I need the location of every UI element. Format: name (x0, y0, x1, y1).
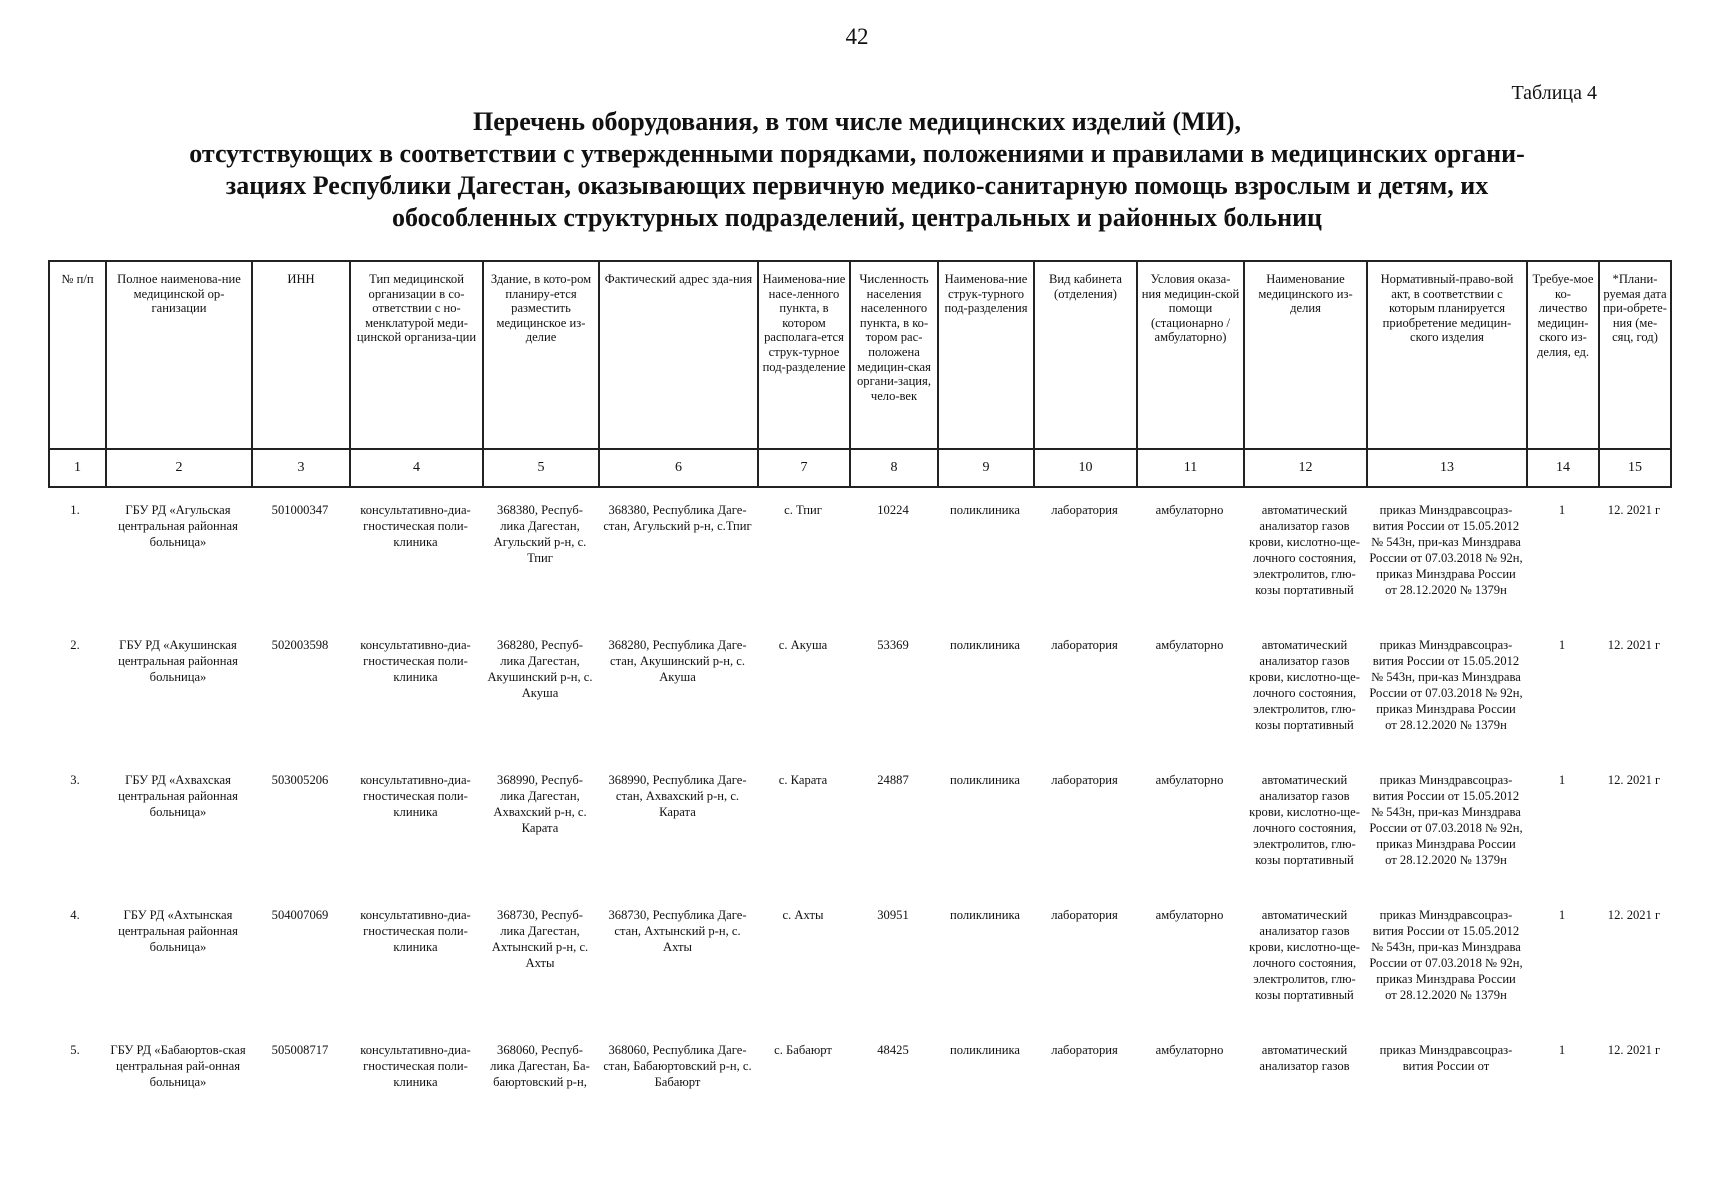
legal-act: приказ Минздравсоцраз-вития России от 15.05.2012 № 543н, при-каз Минздрава России от 07.03.2018 № 92н, приказ Минздрава России от 28.12.2020 № 1379н (1369, 503, 1523, 597)
equipment-table-body (48, 500, 1670, 1130)
column-number: 10 (1034, 449, 1137, 487)
column-header: Здание, в кото-ром планиру-ется разместить медицинское из-делие (483, 261, 599, 449)
planned-date: 12. 2021 г (1607, 638, 1661, 652)
column-number: 13 (1367, 449, 1527, 487)
legal-act: приказ Минздравсоцраз-вития России от (1379, 1043, 1513, 1073)
planned-date: 12. 2021 г (1607, 1043, 1661, 1057)
cabinet: лаборатория (1051, 638, 1118, 652)
org-type: консультативно-диа-гностическая поли-клиника (360, 638, 471, 684)
table-row (48, 500, 1670, 635)
conditions: амбулаторно (1155, 638, 1224, 652)
column-number: 12 (1244, 449, 1367, 487)
inn: 502003598 (271, 638, 329, 652)
column-header: Фактический адрес зда-ния (599, 261, 758, 449)
planned-date: 12. 2021 г (1607, 503, 1661, 517)
row-number: 1. (70, 503, 80, 517)
header-row (49, 261, 1671, 449)
column-number: 4 (350, 449, 483, 487)
column-number: 1 (49, 449, 106, 487)
address: 368990, Республика Даге-стан, Ахвахский р-н, с. Карата (608, 773, 747, 819)
org-type: консультативно-диа-гностическая поли-клиника (360, 773, 471, 819)
locality: с. Карата (778, 773, 828, 787)
device: автоматический анализатор газов крови, кислотно-ще-лочного состояния, электролитов, глю-козы портативный (1249, 908, 1360, 1002)
device: автоматический анализатор газов крови, кислотно-ще-лочного состояния, электролитов, глю-козы портативный (1249, 638, 1360, 732)
building: 368990, Респуб-лика Дагестан, Ахвахский р-н, с. Карата (493, 773, 587, 835)
table-row (48, 635, 1670, 770)
planned-date: 12. 2021 г (1607, 773, 1661, 787)
document-title (90, 106, 1624, 234)
address: 368280, Республика Даге-стан, Акушинский р-н, с. Акуша (608, 638, 747, 684)
row-number: 3. (70, 773, 80, 787)
org-type: консультативно-диа-гностическая поли-клиника (360, 908, 471, 954)
building: 368730, Респуб-лика Дагестан, Ахтынский р-н, с. Ахты (491, 908, 589, 970)
inn: 503005206 (271, 773, 329, 787)
org-type: консультативно-диа-гностическая поли-клиника (360, 503, 471, 549)
quantity: 1 (1558, 503, 1566, 517)
title-line: отсутствующих в соответствии с утвержденными порядками, положениями и правилами в медицинских органи- (189, 139, 1525, 168)
org-name: ГБУ РД «Агульская центральная районная больница» (118, 503, 238, 549)
locality: с. Тпиг (784, 503, 822, 517)
quantity: 1 (1558, 773, 1566, 787)
org-name: ГБУ РД «Ахвахская центральная районная больница» (118, 773, 238, 819)
column-header: Наименование медицинского из-делия (1244, 261, 1367, 449)
row-number: 4. (70, 908, 80, 922)
cabinet: лаборатория (1051, 503, 1118, 517)
building: 368280, Респуб-лика Дагестан, Акушинский р-н, с. Акуша (487, 638, 593, 700)
column-header: Условия оказа-ния медицин-ской помощи (стационарно / амбулаторно) (1137, 261, 1244, 449)
column-number: 11 (1137, 449, 1244, 487)
column-header: Полное наименова-ние медицинской ор-ганизации (106, 261, 252, 449)
conditions: амбулаторно (1155, 908, 1224, 922)
device: автоматический анализатор газов (1259, 1043, 1350, 1073)
device: автоматический анализатор газов крови, кислотно-ще-лочного состояния, электролитов, глю-козы портативный (1249, 503, 1360, 597)
column-number: 9 (938, 449, 1034, 487)
quantity: 1 (1558, 638, 1566, 652)
column-number: 14 (1527, 449, 1599, 487)
legal-act: приказ Минздравсоцраз-вития России от 15.05.2012 № 543н, при-каз Минздрава России от 07.03.2018 № 92н, приказ Минздрава России от 28.12.2020 № 1379н (1369, 908, 1523, 1002)
equipment-table-header (48, 260, 1672, 488)
locality: с. Бабаюрт (774, 1043, 832, 1057)
column-header: Наименова-ние насе-ленного пункта, в котором располага-ется струк-турное под-разделение (758, 261, 850, 449)
conditions: амбулаторно (1155, 773, 1224, 787)
cabinet: лаборатория (1051, 908, 1118, 922)
page-number: 42 (845, 24, 869, 49)
org-name: ГБУ РД «Ахтынская центральная районная больница» (118, 908, 238, 954)
legal-act: приказ Минздравсоцраз-вития России от 15.05.2012 № 543н, при-каз Минздрава России от 07.03.2018 № 92н, приказ Минздрава России от 28.12.2020 № 1379н (1369, 638, 1523, 732)
table-label: Таблица 4 (1511, 82, 1597, 104)
column-header: Наименова-ние струк-турного под-разделения (938, 261, 1034, 449)
org-type: консультативно-диа-гностическая поли-клиника (360, 1043, 471, 1089)
population: 24887 (877, 773, 909, 787)
legal-act: приказ Минздравсоцраз-вития России от 15.05.2012 № 543н, при-каз Минздрава России от 07.03.2018 № 92н, приказ Минздрава России от 28.12.2020 № 1379н (1369, 773, 1523, 867)
table-row (48, 1040, 1670, 1130)
population: 10224 (877, 503, 909, 517)
column-number-row (49, 449, 1671, 487)
unit: поликлиника (949, 908, 1021, 922)
population: 48425 (877, 1043, 909, 1057)
column-header: Тип медицинской организации в со-ответствии с но-менклатурой меди-цинской организа-ции (350, 261, 483, 449)
column-number: 8 (850, 449, 938, 487)
population: 53369 (877, 638, 909, 652)
column-header: Численность населения населенного пункта, в ко-тором рас-положена медицин-ская органи-зация, чело-век (850, 261, 938, 449)
unit: поликлиника (949, 503, 1021, 517)
title-line: зациях Республики Дагестан, оказывающих первичную медико-санитарную помощь взрослым и детям, их (225, 171, 1489, 200)
conditions: амбулаторно (1155, 1043, 1224, 1057)
column-number: 2 (106, 449, 252, 487)
building: 368380, Респуб-лика Дагестан, Агульский р-н, с. Тпиг (493, 503, 587, 565)
quantity: 1 (1558, 908, 1566, 922)
org-name: ГБУ РД «Бабаюртов-ская центральная рай-онная больница» (110, 1043, 246, 1089)
address: 368730, Республика Даге-стан, Ахтынский р-н, с. Ахты (608, 908, 747, 954)
column-number: 6 (599, 449, 758, 487)
org-name: ГБУ РД «Акушинская центральная районная больница» (118, 638, 238, 684)
table-row (48, 770, 1670, 905)
title-line: Перечень оборудования, в том числе медицинских изделий (МИ), (472, 107, 1241, 136)
title-line: обособленных структурных подразделений, центральных и районных больниц (391, 203, 1323, 232)
quantity: 1 (1558, 1043, 1566, 1057)
conditions: амбулаторно (1155, 503, 1224, 517)
row-number: 5. (70, 1043, 80, 1057)
building: 368060, Респуб-лика Дагестан, Ба-баюртовский р-н, (490, 1043, 590, 1089)
column-header: ИНН (252, 261, 350, 449)
cabinet: лаборатория (1051, 773, 1118, 787)
locality: с. Ахты (782, 908, 824, 922)
unit: поликлиника (949, 638, 1021, 652)
column-number: 3 (252, 449, 350, 487)
unit: поликлиника (949, 773, 1021, 787)
inn: 501000347 (271, 503, 329, 517)
inn: 504007069 (271, 908, 329, 922)
column-number: 5 (483, 449, 599, 487)
row-number: 2. (70, 638, 80, 652)
locality: с. Акуша (778, 638, 828, 652)
unit: поликлиника (949, 1043, 1021, 1057)
column-header: № п/п (49, 261, 106, 449)
population: 30951 (877, 908, 909, 922)
column-header: *Плани-руемая дата при-обрете-ния (ме-сяц, год) (1599, 261, 1671, 449)
inn: 505008717 (271, 1043, 329, 1057)
address: 368060, Республика Даге-стан, Бабаюртовский р-н, с. Бабаюрт (603, 1043, 752, 1089)
device: автоматический анализатор газов крови, кислотно-ще-лочного состояния, электролитов, глю-козы портативный (1249, 773, 1360, 867)
planned-date: 12. 2021 г (1607, 908, 1661, 922)
column-header: Требуе-мое ко-личество медицин-ского из-делия, ед. (1527, 261, 1599, 449)
column-header: Нормативный-право-вой акт, в соответствии с которым планируется приобретение медицин-ского изделия (1367, 261, 1527, 449)
column-number: 7 (758, 449, 850, 487)
column-number: 15 (1599, 449, 1671, 487)
table-row (48, 905, 1670, 1040)
address: 368380, Республика Даге-стан, Агульский р-н, с.Тпиг (603, 503, 752, 533)
column-header: Вид кабинета (отделения) (1034, 261, 1137, 449)
cabinet: лаборатория (1051, 1043, 1118, 1057)
